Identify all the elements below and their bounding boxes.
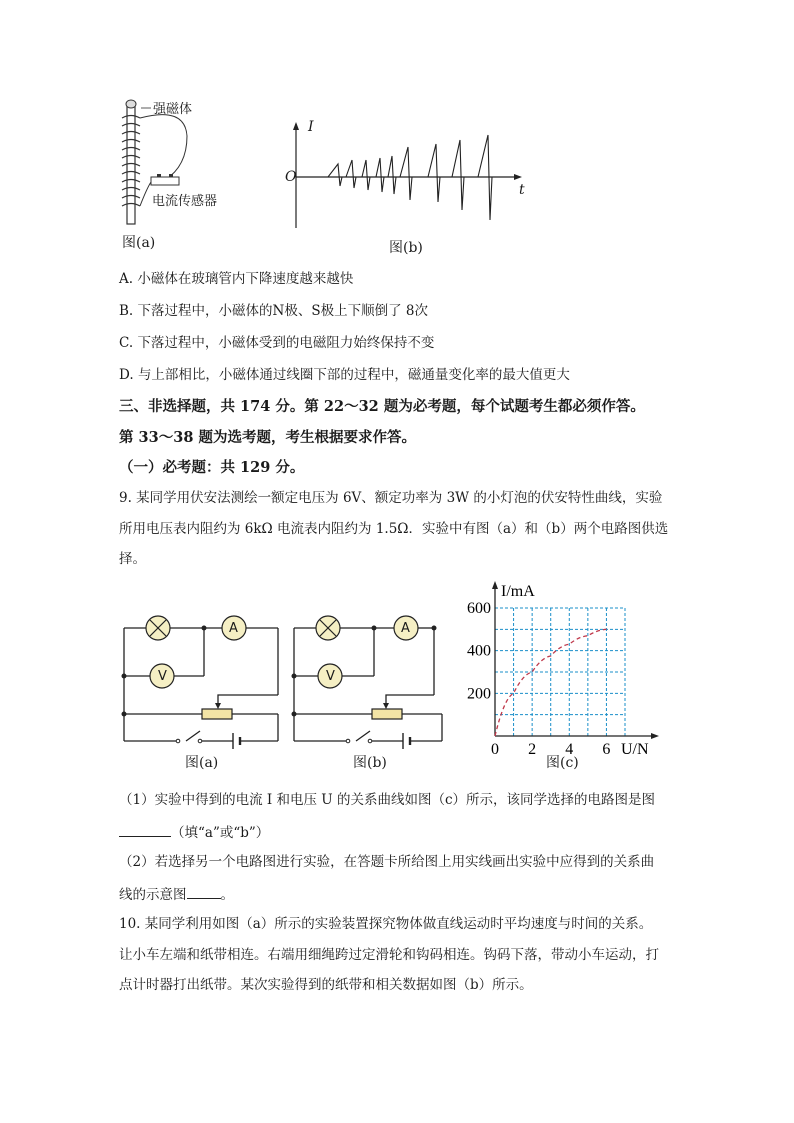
- answer-blank-2[interactable]: [187, 886, 221, 899]
- y-axis-arrow: [492, 581, 498, 589]
- q9-line2: 所用电压表内阻约为 6kΩ 电流表内阻约为 1.5Ω．实验中有图（a）和（b）两个电路图供选: [119, 521, 669, 537]
- chart-c-caption: 图(c): [546, 755, 579, 771]
- x-tick-label: 4: [565, 741, 574, 758]
- section-heading-line2: 第 33～38 题为选考题，考生根据要求作答。: [119, 429, 416, 446]
- circuit-b-ammeter-label: A: [401, 621, 410, 636]
- chart-ticks: [467, 600, 610, 758]
- y-axis-label: I/mA: [501, 583, 535, 600]
- sensor-label: 电流传感器: [152, 194, 218, 209]
- section-heading-line1: 三、非选择题，共 174 分。第 22～32 题为必考题，每个试题考生都必须作答。: [119, 398, 645, 415]
- answer-blank-1[interactable]: [119, 824, 171, 837]
- q9-sub1-line2: （填“a”或“b”）: [119, 824, 269, 841]
- circuit-a-voltmeter-label: V: [158, 669, 167, 684]
- q9-sub2-line1: （2）若选择另一个电路图进行实验，在答题卡所给图上用实线画出实验中应得到的关系曲: [119, 854, 655, 870]
- x-axis-arrow: [651, 733, 659, 739]
- q9-sub1-line1: （1）实验中得到的电流 I 和电压 U 的关系曲线如图（c）所示，该同学选择的电路图是图: [119, 792, 656, 808]
- circuit-b-caption: 图(b): [353, 755, 387, 771]
- fig-top-a-caption: 图(a): [122, 235, 156, 251]
- x-axis-label: U/N: [621, 741, 649, 758]
- x-tick-label: 0: [491, 741, 499, 758]
- chart-grid: [495, 608, 625, 736]
- q10-line1: 10. 某同学利用如图（a）所示的实验装置探究物体做直线运动时平均速度与时间的关系。: [119, 916, 653, 932]
- x-tick-label: 6: [602, 741, 611, 758]
- magnet-label: 强磁体: [153, 102, 193, 117]
- option-b: B. 下落过程中，小磁体的N极、S极上下顺倒了 8次: [119, 303, 428, 319]
- x-tick-label: 2: [528, 741, 537, 758]
- option-d: D. 与上部相比，小磁体通过线圈下部的过程中，磁通量变化率的最大值更大: [119, 367, 570, 383]
- option-c: C. 下落过程中，小磁体受到的电磁阻力始终保持不变: [119, 335, 435, 351]
- circuit-a-caption: 图(a): [185, 755, 219, 771]
- q10-line2: 让小车左端和纸带相连。右端用细绳跨过定滑轮和钩码相连。钩码下落，带动小车运动，打: [119, 947, 659, 963]
- y-tick-label: 600: [467, 600, 491, 617]
- fig-top-b-axis-y: I: [308, 119, 314, 135]
- fig-top-b-caption: 图(b): [389, 240, 423, 256]
- y-tick-label: 200: [467, 685, 491, 703]
- q9-line3: 择。: [119, 551, 146, 567]
- q10-line3: 点计时器打出纸带。某次实验得到的纸带和相关数据如图（b）所示。: [119, 977, 533, 993]
- q9-sub2-line2: 线的示意图 。: [119, 887, 234, 903]
- circuit-a-ammeter-label: A: [229, 621, 238, 636]
- circuit-b-drawing: [288, 610, 458, 750]
- circuit-b-voltmeter-label: V: [326, 669, 335, 684]
- q9-line1: 9. 某同学用伏安法测绘一额定电压为 6V、额定功率为 3W 的小灯泡的伏安特性曲线，实验: [119, 490, 663, 506]
- circuit-a-drawing: [118, 610, 288, 750]
- fig-top-b-axis-x: t: [519, 182, 525, 198]
- iu-chart: [455, 580, 665, 760]
- y-tick-label: 400: [467, 642, 491, 660]
- fig-top-b-origin: O: [285, 169, 297, 185]
- option-a: A. 小磁体在玻璃管内下降速度越来越快: [119, 271, 354, 287]
- fig-top-a-drawing: [115, 96, 255, 236]
- fig-top-b-drawing: [280, 120, 530, 230]
- section-subheading: （一）必考题：共 129 分。: [119, 459, 305, 476]
